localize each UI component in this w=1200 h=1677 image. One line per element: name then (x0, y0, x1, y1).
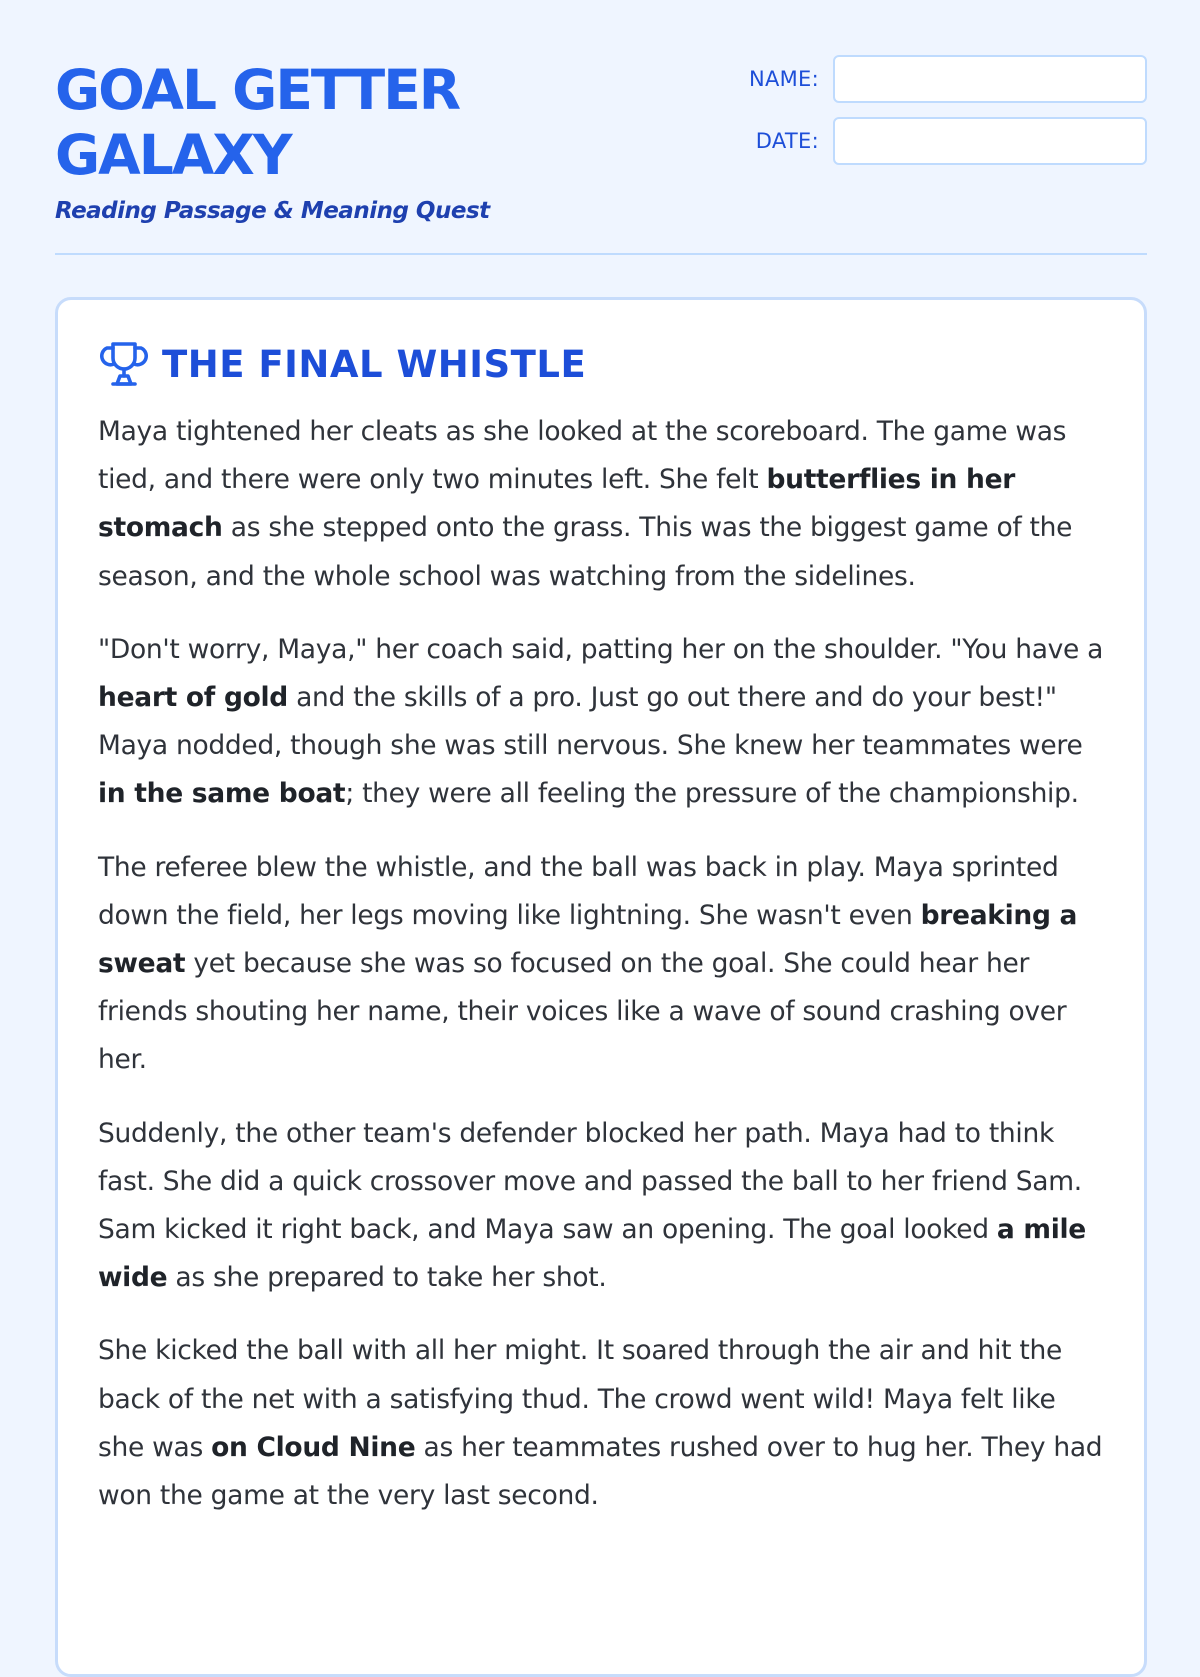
date-field-row (749, 117, 1147, 165)
passage-paragraph (98, 408, 1104, 601)
idiom-phrase: in the same boat (98, 778, 346, 810)
worksheet-title: GOAL GETTER GALAXY (55, 58, 460, 187)
passage-text: and the skills of a pro. Just go out there and do your best!" Maya nodded, though she was still nervous. She knew her teammates were (98, 682, 1083, 762)
passage-paragraph (98, 844, 1104, 1085)
passage-text: as she stepped onto the grass. This was the biggest game of the season, and the whole school was watching from the sidelines. (98, 512, 1073, 592)
reading-passage-card (55, 297, 1147, 1677)
passage-text: Maya tightened her cleats as she looked at the scoreboard. The game was tied, and there were only two minutes left. She felt (98, 416, 1067, 496)
name-field-row (749, 55, 1147, 103)
passage-text: ; they were all feeling the pressure of the championship. (345, 778, 1079, 810)
passage-text: She kicked the ball with all her might. It soared through the air and hit the back of the net with a satisfying thud. The crowd went wild! Maya felt like she was (98, 1335, 1062, 1463)
header-divider (55, 253, 1147, 255)
worksheet-subtitle: Reading Passage & Meaning Quest (55, 198, 490, 224)
passage-text: as she prepared to take her shot. (167, 1262, 607, 1294)
idiom-phrase: on Cloud Nine (211, 1431, 416, 1463)
title-block (55, 58, 535, 224)
idiom-phrase: butterflies in her stomach (98, 464, 1016, 544)
passage-text: as her teammates rushed over to hug her. They had won the game at the very last second. (98, 1431, 1103, 1512)
passage-heading (98, 338, 1104, 390)
idiom-phrase: a mile wide (98, 1214, 1086, 1294)
passage-paragraph (98, 626, 1104, 819)
date-label: DATE: (755, 129, 819, 153)
passage-title: THE FINAL WHISTLE (162, 342, 587, 386)
passage-paragraph (98, 1110, 1104, 1303)
student-info-fields (749, 55, 1147, 179)
passage-text: The referee blew the whistle, and the ball was back in play. Maya sprinted down the field, her legs moving like lightning. She wasn't even (98, 851, 1059, 931)
passage-text: yet because she was so focused on the goal. She could hear her friends shouting her name, their voices like a wave of sound crashing over her. (98, 948, 1067, 1076)
passage-paragraph (98, 1327, 1104, 1520)
passage-text: Suddenly, the other team's defender blocked her path. Maya had to think fast. She did a quick crossover move and passed the ball to her friend Sam. Sam kicked it right back, and Maya saw an opening. The goal looked (98, 1117, 1082, 1246)
passage-text: "Don't worry, Maya," her coach said, patting her on the shoulder. "You have a (98, 633, 1104, 665)
passage-body (98, 408, 1104, 1520)
name-input[interactable] (833, 55, 1147, 103)
date-input[interactable] (833, 117, 1147, 165)
worksheet-header (55, 58, 1147, 258)
name-label: NAME: (748, 67, 819, 91)
trophy-icon (98, 338, 150, 390)
idiom-phrase: heart of gold (98, 682, 288, 714)
idiom-phrase: breaking a sweat (98, 899, 1078, 980)
